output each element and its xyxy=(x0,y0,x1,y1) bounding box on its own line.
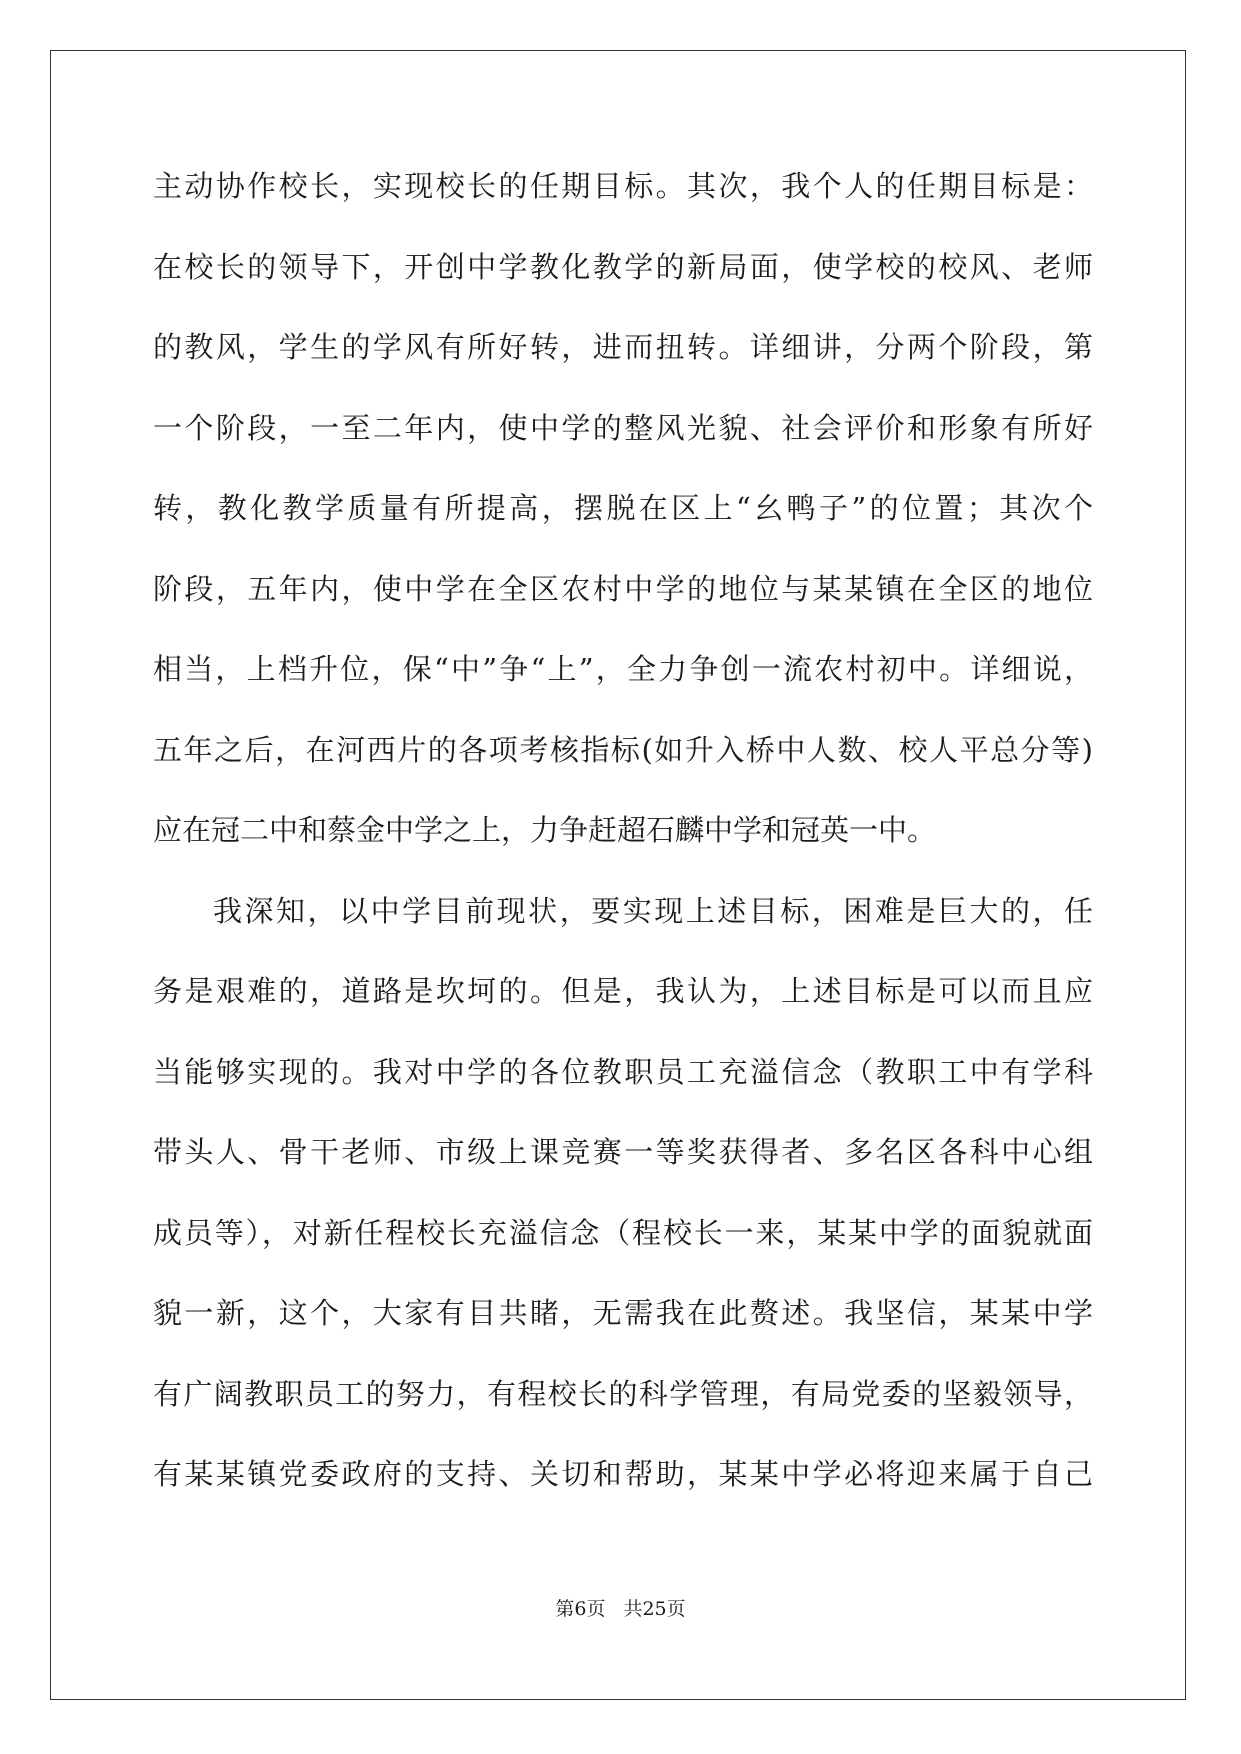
text-line: 相当，上档升位，保“中”争“上”，全力争创一流农村初中。详细说， xyxy=(153,652,1093,686)
text-line: 在校长的领导下，开创中学教化教学的新局面，使学校的校风、老师 xyxy=(153,249,1093,284)
text-line: 有某某镇党委政府的支持、关切和帮助，某某中学必将迎来属于自己 xyxy=(153,1457,1093,1491)
text-line: 一个阶段，一至二年内，使中学的整风光貌、社会评价和形象有所好 xyxy=(153,410,1093,445)
text-line: 阶段，五年内，使中学在全区农村中学的地位与某某镇在全区的地位 xyxy=(153,571,1093,606)
text-line: 的教风，学生的学风有所好转，进而扭转。详细讲，分两个阶段，第 xyxy=(153,330,1093,364)
text-line: 主动协作校长，实现校长的任期目标。其次，我个人的任期目标是： xyxy=(153,169,1093,203)
page-footer xyxy=(0,1594,1241,1621)
page-total: 共25页 xyxy=(623,1598,686,1620)
page-number: 第6页 xyxy=(555,1598,606,1620)
text-line: 带头人、骨干老师、市级上课竞赛一等奖获得者、多名区各科中心组 xyxy=(153,1135,1093,1169)
text-line: 应在冠二中和蔡金中学之上，力争赶超石麟中学和冠英一中。 xyxy=(153,813,937,847)
document-body xyxy=(153,168,1093,1537)
text-line: 貌一新，这个，大家有目共睹，无需我在此赘述。我坚信，某某中学 xyxy=(153,1296,1093,1330)
text-line: 五年之后，在河西片的各项考核指标(如升入桥中人数、校人平总分等) xyxy=(153,732,1093,767)
text-line: 我深知，以中学目前现状，要实现上述目标，困难是巨大的，任 xyxy=(213,893,1093,928)
text-line: 有广阔教职员工的努力，有程校长的科学管理，有局党委的坚毅领导， xyxy=(153,1376,1093,1411)
text-line: 当能够实现的。我对中学的各位教职员工充溢信念（教职工中有学科 xyxy=(153,1054,1093,1089)
text-line: 转，教化教学质量有所提高，摆脱在区上“幺鸭子”的位置；其次个 xyxy=(153,491,1093,525)
text-line: 成员等），对新任程校长充溢信念（程校长一来，某某中学的面貌就面 xyxy=(153,1215,1093,1250)
text-line: 务是艰难的，道路是坎坷的。但是，我认为，上述目标是可以而且应 xyxy=(153,974,1093,1008)
